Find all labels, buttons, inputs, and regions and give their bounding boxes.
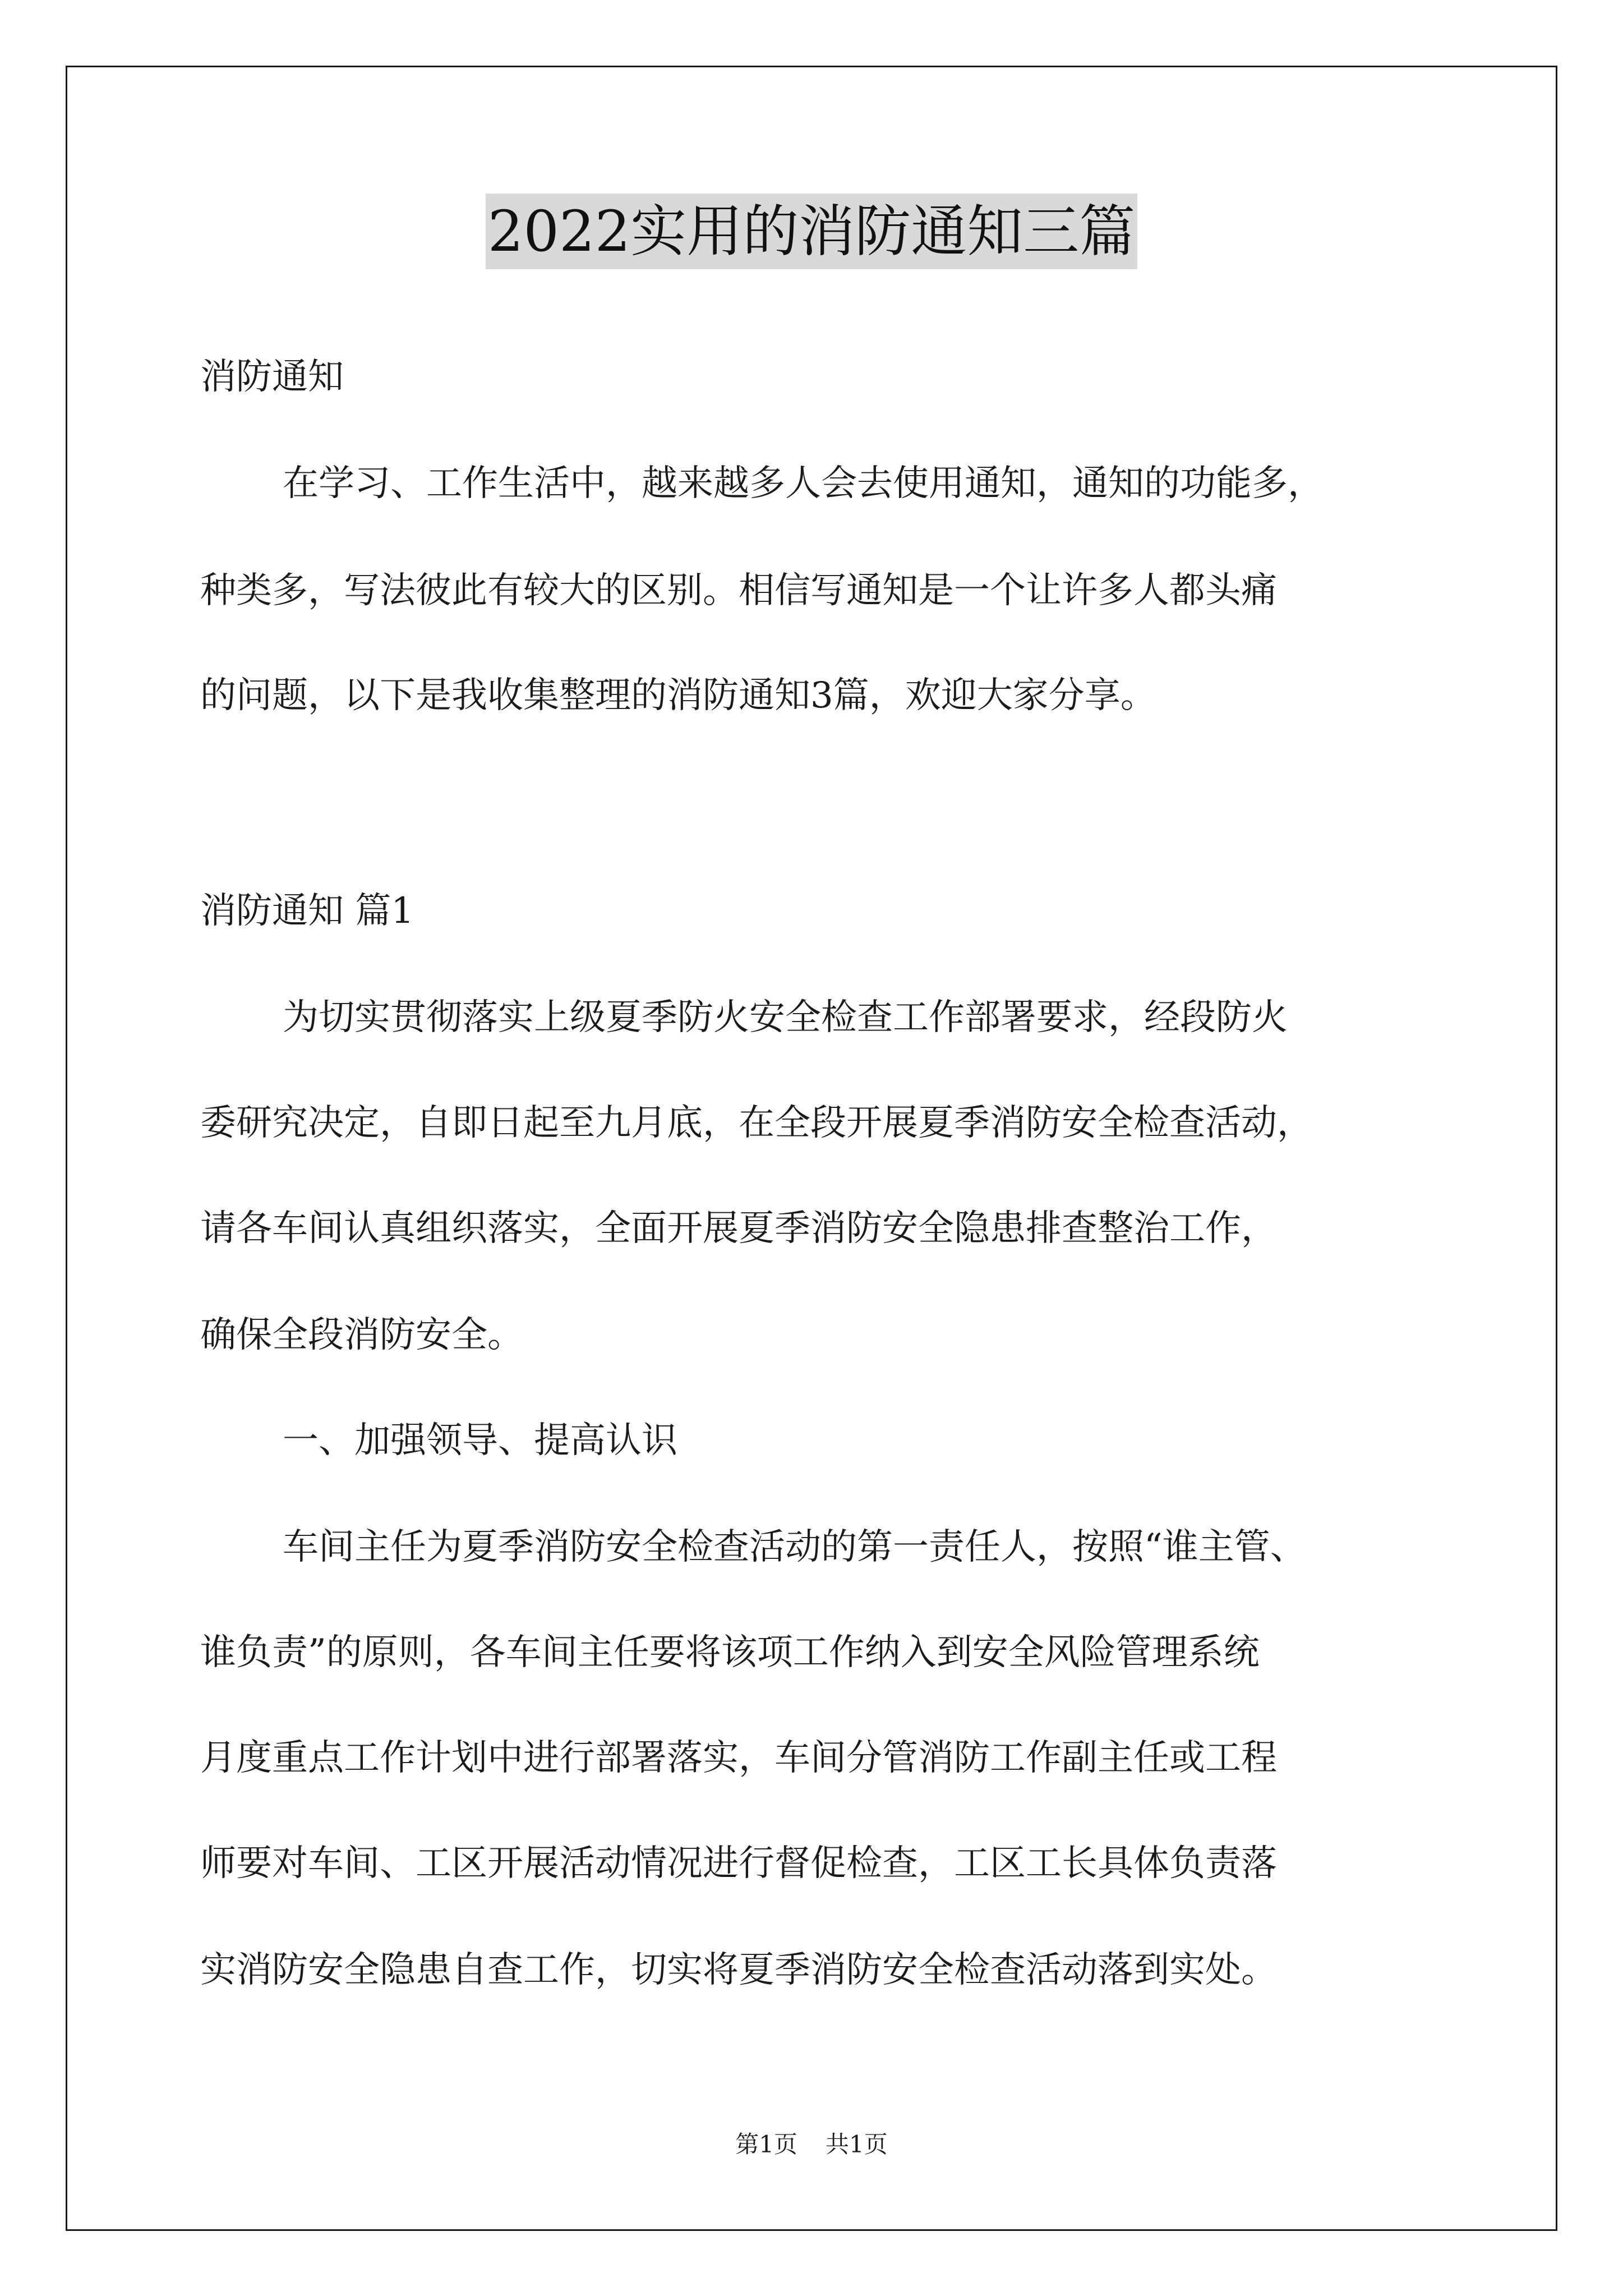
page-footer xyxy=(0,2126,1623,2160)
paragraph-line: 为切实贯彻落实上级夏季防火安全检查工作部署要求，经段防火 xyxy=(283,997,1288,1038)
subheading: 一、加强领导、提高认识 xyxy=(283,1420,677,1461)
paragraph-line: 月度重点工作计划中进行部署落实，车间分管消防工作副主任或工程 xyxy=(200,1737,1277,1779)
page-number-total: 共1页 xyxy=(826,2131,888,2158)
paragraph-line: 谁负责”的原则，各车间主任要将该项工作纳入到安全风险管理系统 xyxy=(200,1632,1260,1673)
title-container xyxy=(0,194,1623,269)
section-heading: 消防通知 xyxy=(200,356,344,398)
paragraph-line: 师要对车间、工区开展活动情况进行督促检查，工区工长具体负责落 xyxy=(200,1843,1277,1884)
paragraph-line: 车间主任为夏季消防安全检查活动的第一责任人，按照“谁主管、 xyxy=(283,1526,1306,1568)
page-number-current: 第1页 xyxy=(735,2131,797,2158)
paragraph-line: 实消防安全隐患自查工作，切实将夏季消防安全检查活动落到实处。 xyxy=(200,1949,1277,1991)
paragraph-line: 请各车间认真组织落实，全面开展夏季消防安全隐患排查整治工作， xyxy=(200,1208,1277,1249)
paragraph-line: 种类多，写法彼此有较大的区别。相信写通知是一个让许多人都头痛 xyxy=(200,570,1277,611)
paragraph-line: 的问题，以下是我收集整理的消防通知3篇，欢迎大家分享。 xyxy=(200,675,1156,716)
document-title: 2022实用的消防通知三篇 xyxy=(486,194,1138,269)
section-heading: 消防通知 篇1 xyxy=(200,890,414,932)
paragraph-line: 确保全段消防安全。 xyxy=(200,1314,523,1356)
paragraph-line: 在学习、工作生活中，越来越多人会去使用通知，通知的功能多， xyxy=(283,463,1324,504)
paragraph-line: 委研究决定，自即日起至九月底，在全段开展夏季消防安全检查活动， xyxy=(200,1102,1313,1144)
